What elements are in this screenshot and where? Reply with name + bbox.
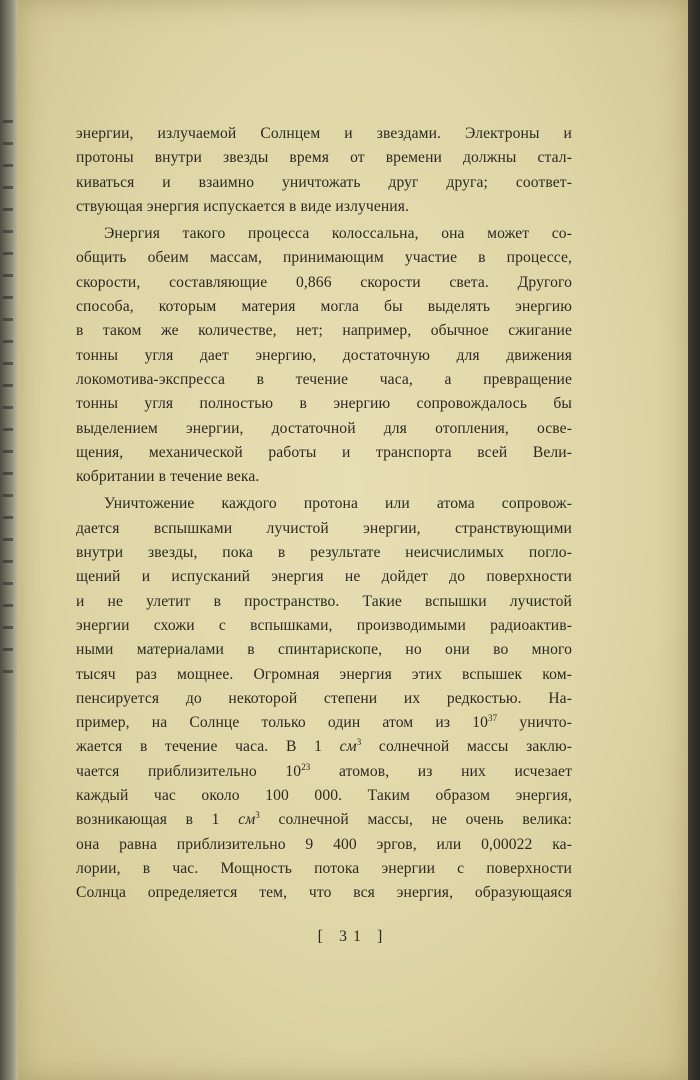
text-line: лории, в час. Мощность потока энергии с поверхности: [76, 859, 572, 877]
text-line: энергии схожи с вспышками, производимыми радиоактив-: [76, 616, 572, 634]
text-line: щения, механической работы и транспорта всей Вели-: [76, 443, 572, 461]
text-line: способа, которым материя могла бы выделять энергию: [76, 298, 572, 316]
adjacent-page-edge: [3, 120, 13, 680]
text-line: локомотива-экспресса в течение часа, а превращение: [76, 370, 572, 388]
text-line: она равна приблизительно 9 400 эргов, или 0,00022 ка-: [76, 835, 572, 853]
text-line: Уничтожение каждого протона или атома сопровож-: [104, 495, 572, 513]
text-line: киваться и взаимно уничтожать друг друга; соответ-: [76, 173, 572, 191]
text-line: скорости, составляющие 0,866 скорости света. Другого: [76, 273, 572, 291]
exponent: 3: [356, 737, 362, 748]
text-run: пример, на Солнце только один атом из 10: [76, 714, 489, 732]
text-run: солнечной массы, не очень велика:: [259, 811, 572, 829]
exponent: 37: [488, 713, 498, 724]
text-line: [76, 760, 572, 784]
text-line: [76, 735, 572, 759]
text-line: протоны внутри звезды время от времени должны стал-: [76, 149, 572, 167]
text-line: тонны угля полностью в энергию сопровождалось бы: [76, 395, 572, 413]
paragraph-1: [76, 122, 572, 219]
exponent: 23: [301, 761, 311, 772]
text-run: жается в течение часа. В 1: [76, 738, 340, 756]
text-line: в таком же количестве, нет; например, обычное сжигание: [76, 322, 572, 340]
book-spine: [0, 0, 20, 1080]
text-line: выделением энергии, достаточной для отопления, осве-: [76, 419, 572, 437]
text-line: энергии, излучаемой Солнцем и звездами. Электроны и: [76, 125, 572, 142]
text-line: Солнца определяется тем, что вся энергия, образующаяся: [76, 884, 572, 902]
paragraph-3: [76, 492, 572, 905]
exponent: 3: [255, 810, 260, 821]
text-line: [76, 808, 572, 832]
unit-cm: см: [238, 811, 256, 829]
text-line: щений и испусканий энергия не дойдет до поверхности: [76, 568, 572, 586]
text-line: Энергия такого процесса колоссальна, она может со-: [104, 225, 572, 243]
text-line: каждый час около 100 000. Таким образом энергия,: [76, 787, 572, 805]
text-run: уничто-: [497, 714, 572, 732]
book-page: [18, 0, 688, 1080]
page-number: [ 31 ]: [317, 928, 389, 945]
text-line: и не улетит в пространство. Такие вспышки лучистой: [76, 592, 572, 610]
text-line: тысяч раз мощнее. Огромная энергия этих вспышек ком-: [76, 665, 572, 683]
text-line: пенсируется до некоторой степени их редкостью. На-: [76, 689, 572, 707]
text-run: солнечной массы заклю-: [361, 738, 572, 756]
text-line: дается вспышками лучистой энергии, странствующими: [76, 519, 572, 537]
book-right-edge: [688, 0, 700, 1080]
text-line: кобритании в течение века.: [76, 468, 260, 486]
text-line: ствующая энергия испускается в виде излучения.: [76, 197, 410, 215]
text-run: атомов, из них исчезает: [310, 762, 572, 780]
text-run: возникающая в 1: [76, 811, 239, 829]
text-line: ными материалами в спинтарископе, но они во много: [76, 641, 572, 659]
text-line: внутри звезды, пока в результате неисчислимых погло-: [76, 544, 572, 562]
text-line: общить обеим массам, принимающим участие в процессе,: [76, 249, 572, 267]
text-line: [76, 711, 572, 735]
unit-cm: см: [339, 738, 357, 756]
paragraph-2: [76, 222, 572, 489]
text-run: чается приблизительно 10: [76, 762, 302, 780]
page-body-text: [76, 122, 572, 906]
text-line: тонны угля дает энергию, достаточную для движения: [76, 346, 572, 364]
